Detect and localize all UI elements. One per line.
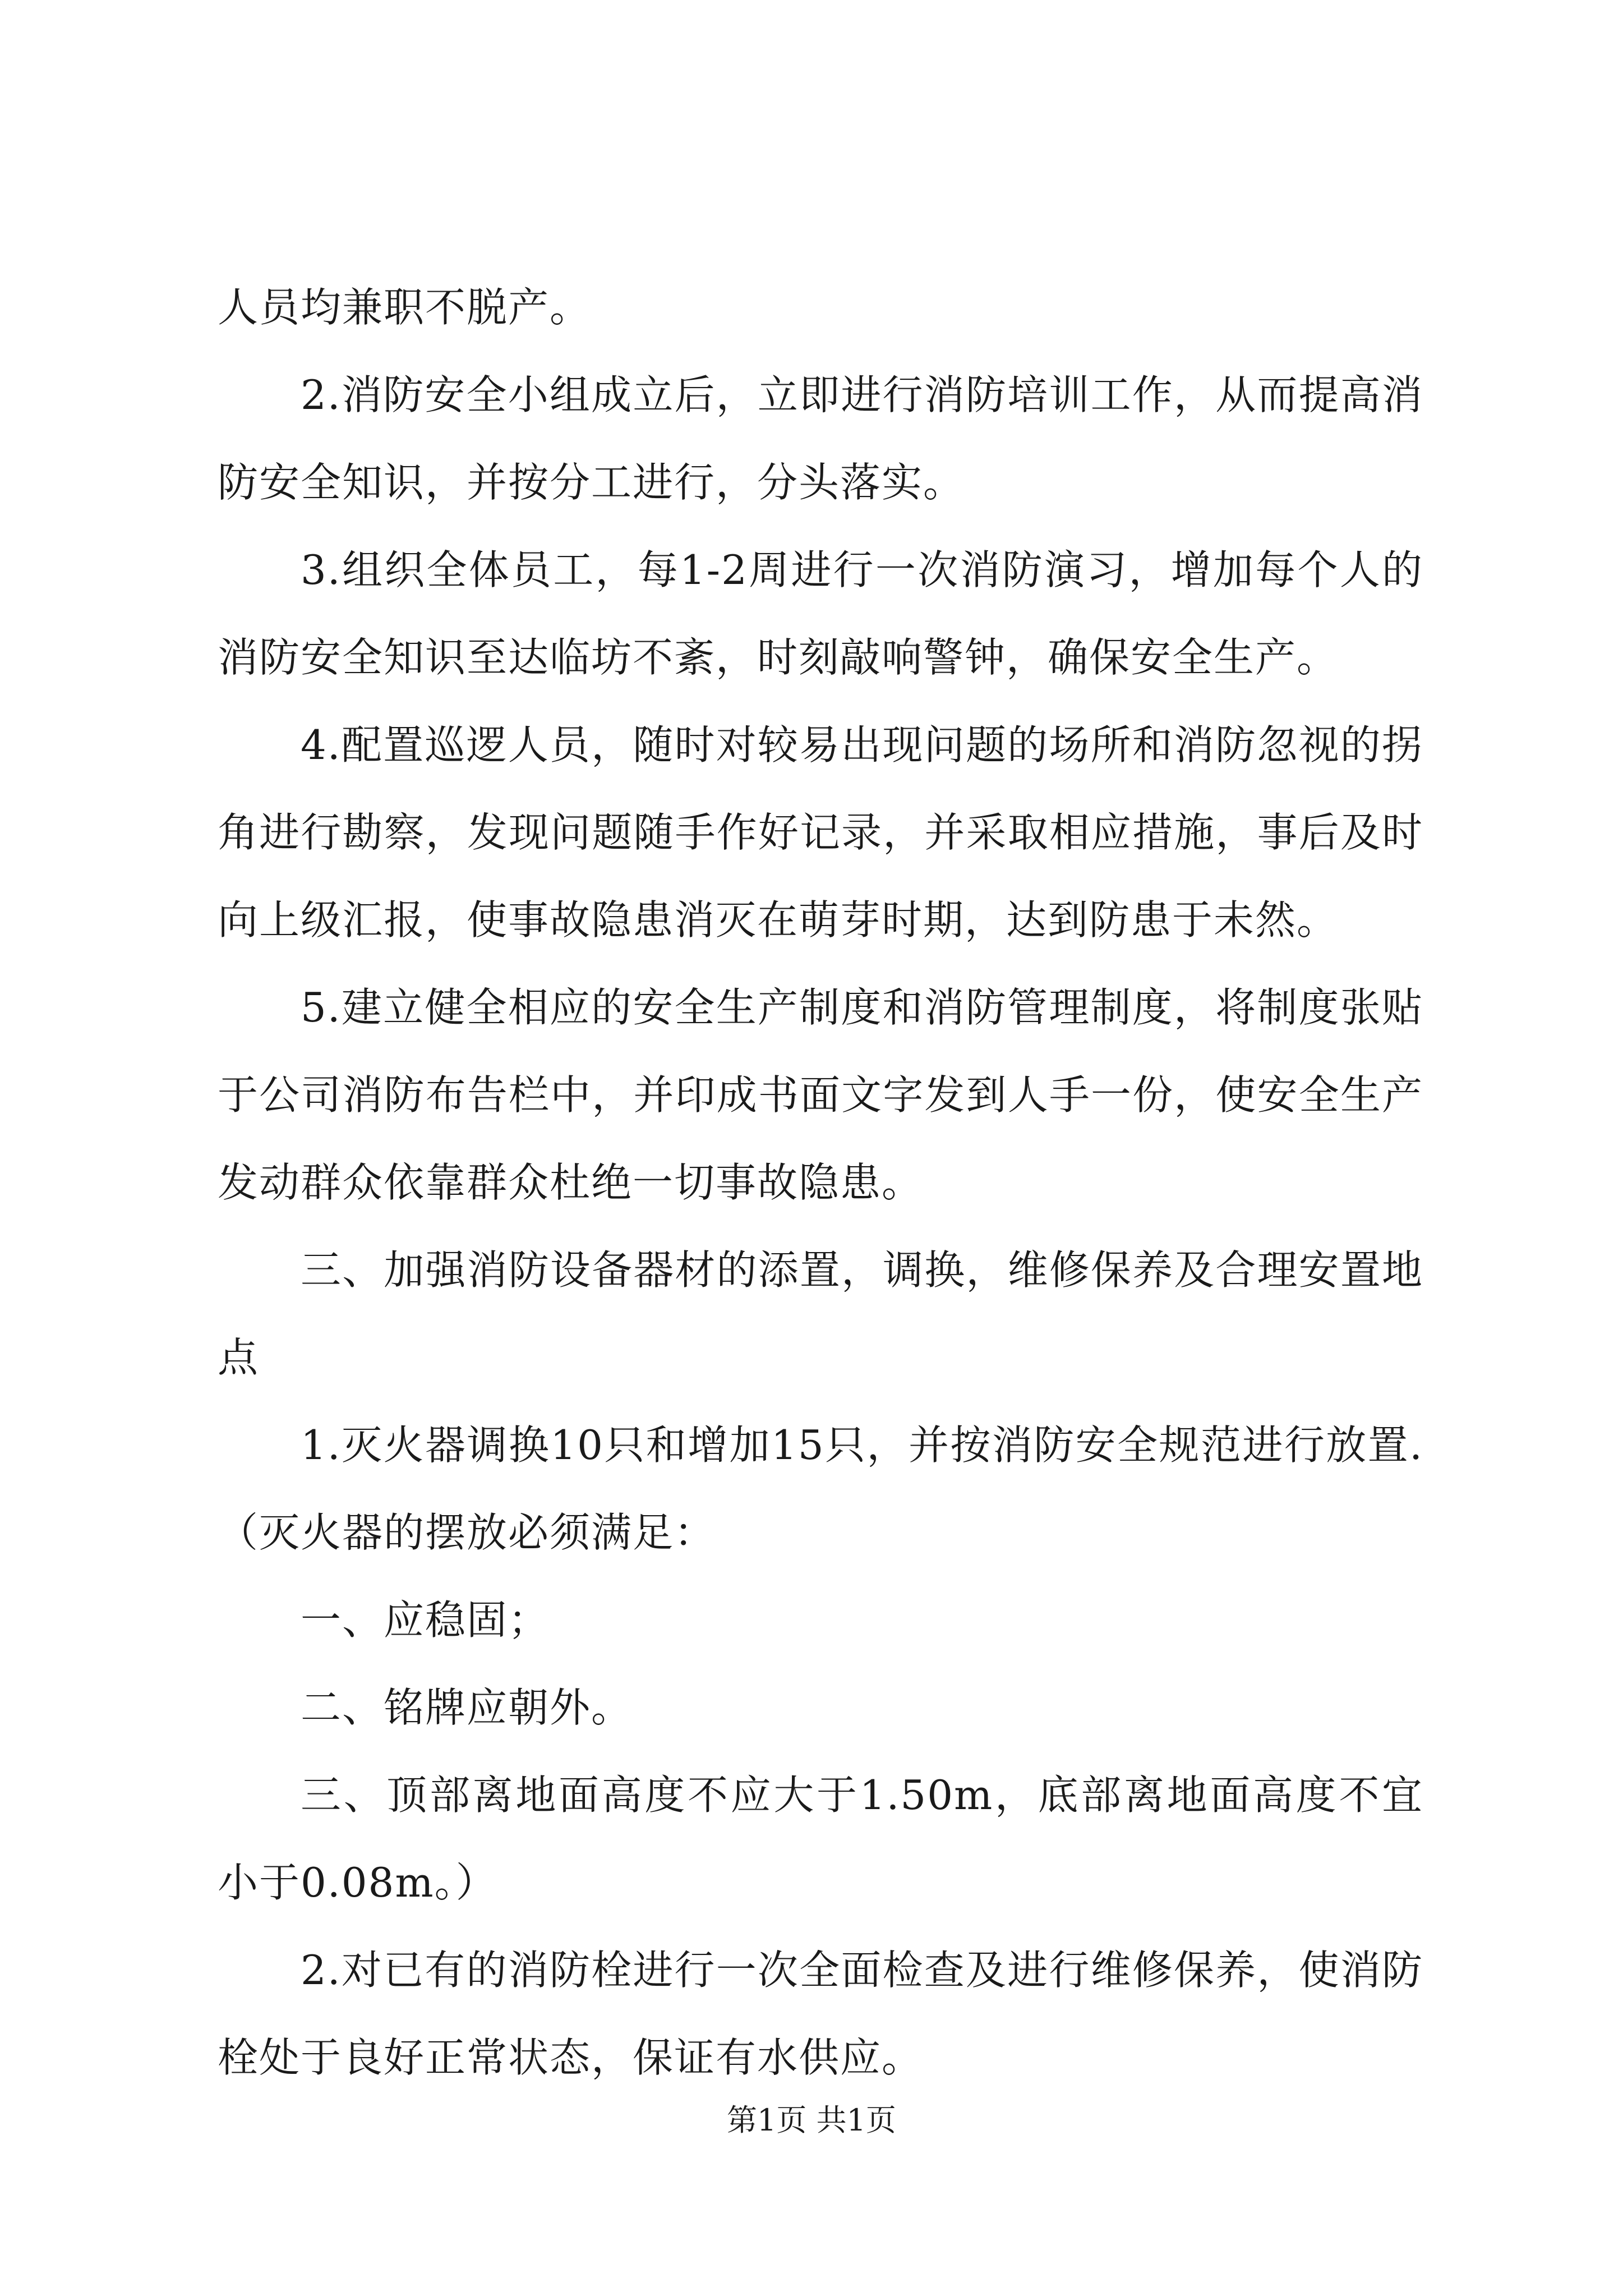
document-body [218,264,1423,2101]
paragraph-item-1-extinguishers: 1.灭火器调换10只和增加15只，并按消防安全规范进行放置.（灭火器的摆放必须满足： [218,1421,1423,1556]
paragraph-item-2-hydrants: 2.对已有的消防栓进行一次全面检查及进行维修保养，使消防栓处于良好正常状态，保证有水供应。 [218,1947,1423,2081]
paragraph-item-3-drills: 3.组织全体员工，每1-2周进行一次消防演习，增加每个人的消防安全知识至达临坊不紊，时刻敲响警钟，确保安全生产。 [218,546,1423,681]
paragraph-item-2-training: 2.消防安全小组成立后，立即进行消防培训工作，从而提高消防安全知识，并按分工进行，分头落实。 [218,371,1423,506]
paragraph-requirement-3: 三、顶部离地面高度不应大于1.50m，底部离地面高度不宜小于0.08m。） [218,1772,1423,1906]
paragraph-continuation: 人员均兼职不脱产。 [218,284,592,331]
paragraph-item-4-patrol: 4.配置巡逻人员，随时对较易出现问题的场所和消防忽视的拐角进行勘察，发现问题随手作好记录，并采取相应措施，事后及时向上级汇报，使事故隐患消灭在萌芽时期，达到防患于未然。 [218,721,1423,944]
paragraph-requirement-2: 二、铭牌应朝外。 [301,1684,633,1731]
paragraph-requirement-1: 一、应稳固； [301,1596,550,1644]
section-heading-3: 三、加强消防设备器材的添置，调换，维修保养及合理安置地点 [218,1246,1423,1381]
paragraph-item-5-rules: 5.建立健全相应的安全生产制度和消防管理制度，将制度张贴于公司消防布告栏中，并印成书面文字发到人手一份，使安全生产发动群众依靠群众杜绝一切事故隐患。 [218,984,1423,1206]
page-footer: 第1页 共1页 [727,2102,896,2138]
